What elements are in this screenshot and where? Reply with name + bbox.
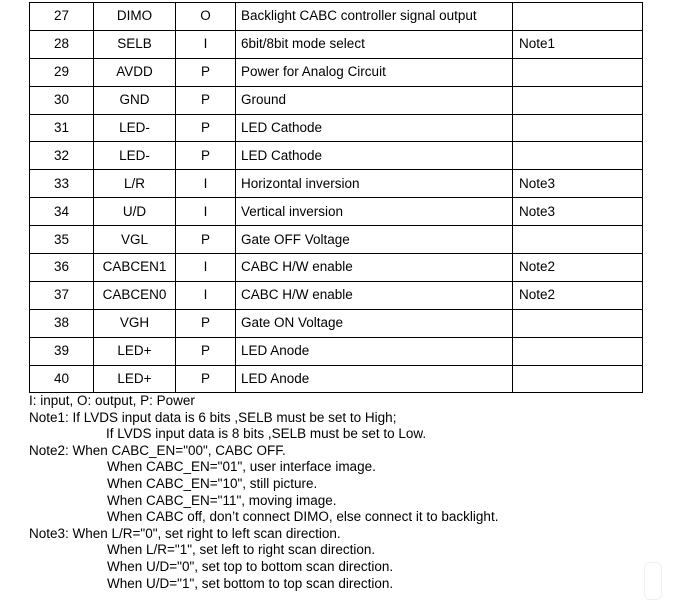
note1-line: If LVDS input data is 8 bits ,SELB must be set to Low. xyxy=(106,426,427,442)
note1-line: Note1: If LVDS input data is 6 bits ,SELB must be set to High; xyxy=(29,409,397,425)
pin-symbol: LED- xyxy=(94,114,176,142)
pin-number: 40 xyxy=(30,365,94,393)
note2-line: When CABC off, don’t connect DIMO, else connect it to backlight. xyxy=(107,509,499,525)
table-row xyxy=(30,226,643,254)
pin-note: Note3 xyxy=(513,170,643,198)
pin-symbol: L/R xyxy=(94,170,176,198)
table-row xyxy=(30,365,643,393)
note3-line: When U/D="0", set top to bottom scan direction. xyxy=(107,558,394,574)
pin-description: Backlight CABC controller signal output xyxy=(236,3,513,31)
pin-number: 28 xyxy=(30,30,94,58)
pin-symbol: DIMO xyxy=(94,3,176,31)
pin-symbol: LED+ xyxy=(94,337,176,365)
pin-description: Horizontal inversion xyxy=(236,170,513,198)
note2-line: When CABC_EN="11", moving image. xyxy=(107,492,337,508)
pin-description: Vertical inversion xyxy=(236,198,513,226)
pin-symbol: AVDD xyxy=(94,58,176,86)
pin-number: 31 xyxy=(30,114,94,142)
pin-description: LED Anode xyxy=(236,365,513,393)
io-legend: I: input, O: output, P: Power xyxy=(29,393,195,408)
pin-io-type: P xyxy=(176,337,236,365)
pin-io-type: I xyxy=(176,198,236,226)
pin-description: Ground xyxy=(236,86,513,114)
pin-note xyxy=(513,309,643,337)
pin-symbol: CABCEN0 xyxy=(94,281,176,309)
table-row xyxy=(30,30,643,58)
pin-io-type: I xyxy=(176,170,236,198)
pin-io-type: P xyxy=(176,86,236,114)
table-row xyxy=(30,114,643,142)
table-row xyxy=(30,254,643,282)
pin-note xyxy=(513,365,643,393)
pin-io-type: I xyxy=(176,30,236,58)
note3-line: Note3: When L/R="0", set right to left scan direction. xyxy=(29,525,341,541)
pin-note: Note2 xyxy=(513,281,643,309)
pin-note xyxy=(513,337,643,365)
pin-symbol: CABCEN1 xyxy=(94,254,176,282)
pin-assignment-table xyxy=(29,2,643,393)
pin-io-type: I xyxy=(176,254,236,282)
pin-note: Note1 xyxy=(513,30,643,58)
pin-number: 32 xyxy=(30,142,94,170)
pin-io-type: P xyxy=(176,58,236,86)
table-row xyxy=(30,142,643,170)
pin-number: 30 xyxy=(30,86,94,114)
table-row xyxy=(30,309,643,337)
pin-number: 38 xyxy=(30,309,94,337)
table-row xyxy=(30,58,643,86)
pin-note: Note2 xyxy=(513,254,643,282)
note2-line: Note2: When CABC_EN="00", CABC OFF. xyxy=(29,442,286,458)
pin-description: LED Cathode xyxy=(236,142,513,170)
pin-number: 39 xyxy=(30,337,94,365)
note2-line: When CABC_EN="01", user interface image. xyxy=(107,459,376,475)
pin-number: 27 xyxy=(30,3,94,31)
pin-io-type: I xyxy=(176,281,236,309)
pin-note xyxy=(513,114,643,142)
pin-note: Note3 xyxy=(513,198,643,226)
pin-io-type: P xyxy=(176,365,236,393)
pin-note xyxy=(513,3,643,31)
pin-note xyxy=(513,58,643,86)
pin-symbol: SELB xyxy=(94,30,176,58)
pin-number: 33 xyxy=(30,170,94,198)
pin-number: 34 xyxy=(30,198,94,226)
pin-description: CABC H/W enable xyxy=(236,254,513,282)
pin-description: Power for Analog Circuit xyxy=(236,58,513,86)
table-row xyxy=(30,3,643,31)
table-row xyxy=(30,86,643,114)
table-row xyxy=(30,170,643,198)
pin-description: Gate ON Voltage xyxy=(236,309,513,337)
pin-number: 29 xyxy=(30,58,94,86)
pin-note xyxy=(513,142,643,170)
pin-symbol: LED- xyxy=(94,142,176,170)
notes-section xyxy=(29,393,498,592)
pin-note xyxy=(513,86,643,114)
note2-line: When CABC_EN="10", still picture. xyxy=(107,475,318,491)
pin-description: LED Anode xyxy=(236,337,513,365)
pin-number: 36 xyxy=(30,254,94,282)
pin-io-type: O xyxy=(176,3,236,31)
pin-description: CABC H/W enable xyxy=(236,281,513,309)
pin-io-type: P xyxy=(176,114,236,142)
pin-io-type: P xyxy=(176,226,236,254)
table-row xyxy=(30,198,643,226)
pin-symbol: VGH xyxy=(94,309,176,337)
scroll-indicator-mark xyxy=(644,562,662,600)
pin-io-type: P xyxy=(176,309,236,337)
note3-line: When U/D="1", set bottom to top scan direction. xyxy=(107,575,394,591)
pin-number: 37 xyxy=(30,281,94,309)
pin-symbol: GND xyxy=(94,86,176,114)
pin-description: Gate OFF Voltage xyxy=(236,226,513,254)
pin-symbol: U/D xyxy=(94,198,176,226)
pin-note xyxy=(513,226,643,254)
pin-number: 35 xyxy=(30,226,94,254)
pin-description: LED Cathode xyxy=(236,114,513,142)
note3-line: When L/R="1", set left to right scan direction. xyxy=(107,542,376,558)
table-row xyxy=(30,337,643,365)
pin-description: 6bit/8bit mode select xyxy=(236,30,513,58)
pin-symbol: VGL xyxy=(94,226,176,254)
table-row xyxy=(30,281,643,309)
pin-symbol: LED+ xyxy=(94,365,176,393)
pin-io-type: P xyxy=(176,142,236,170)
